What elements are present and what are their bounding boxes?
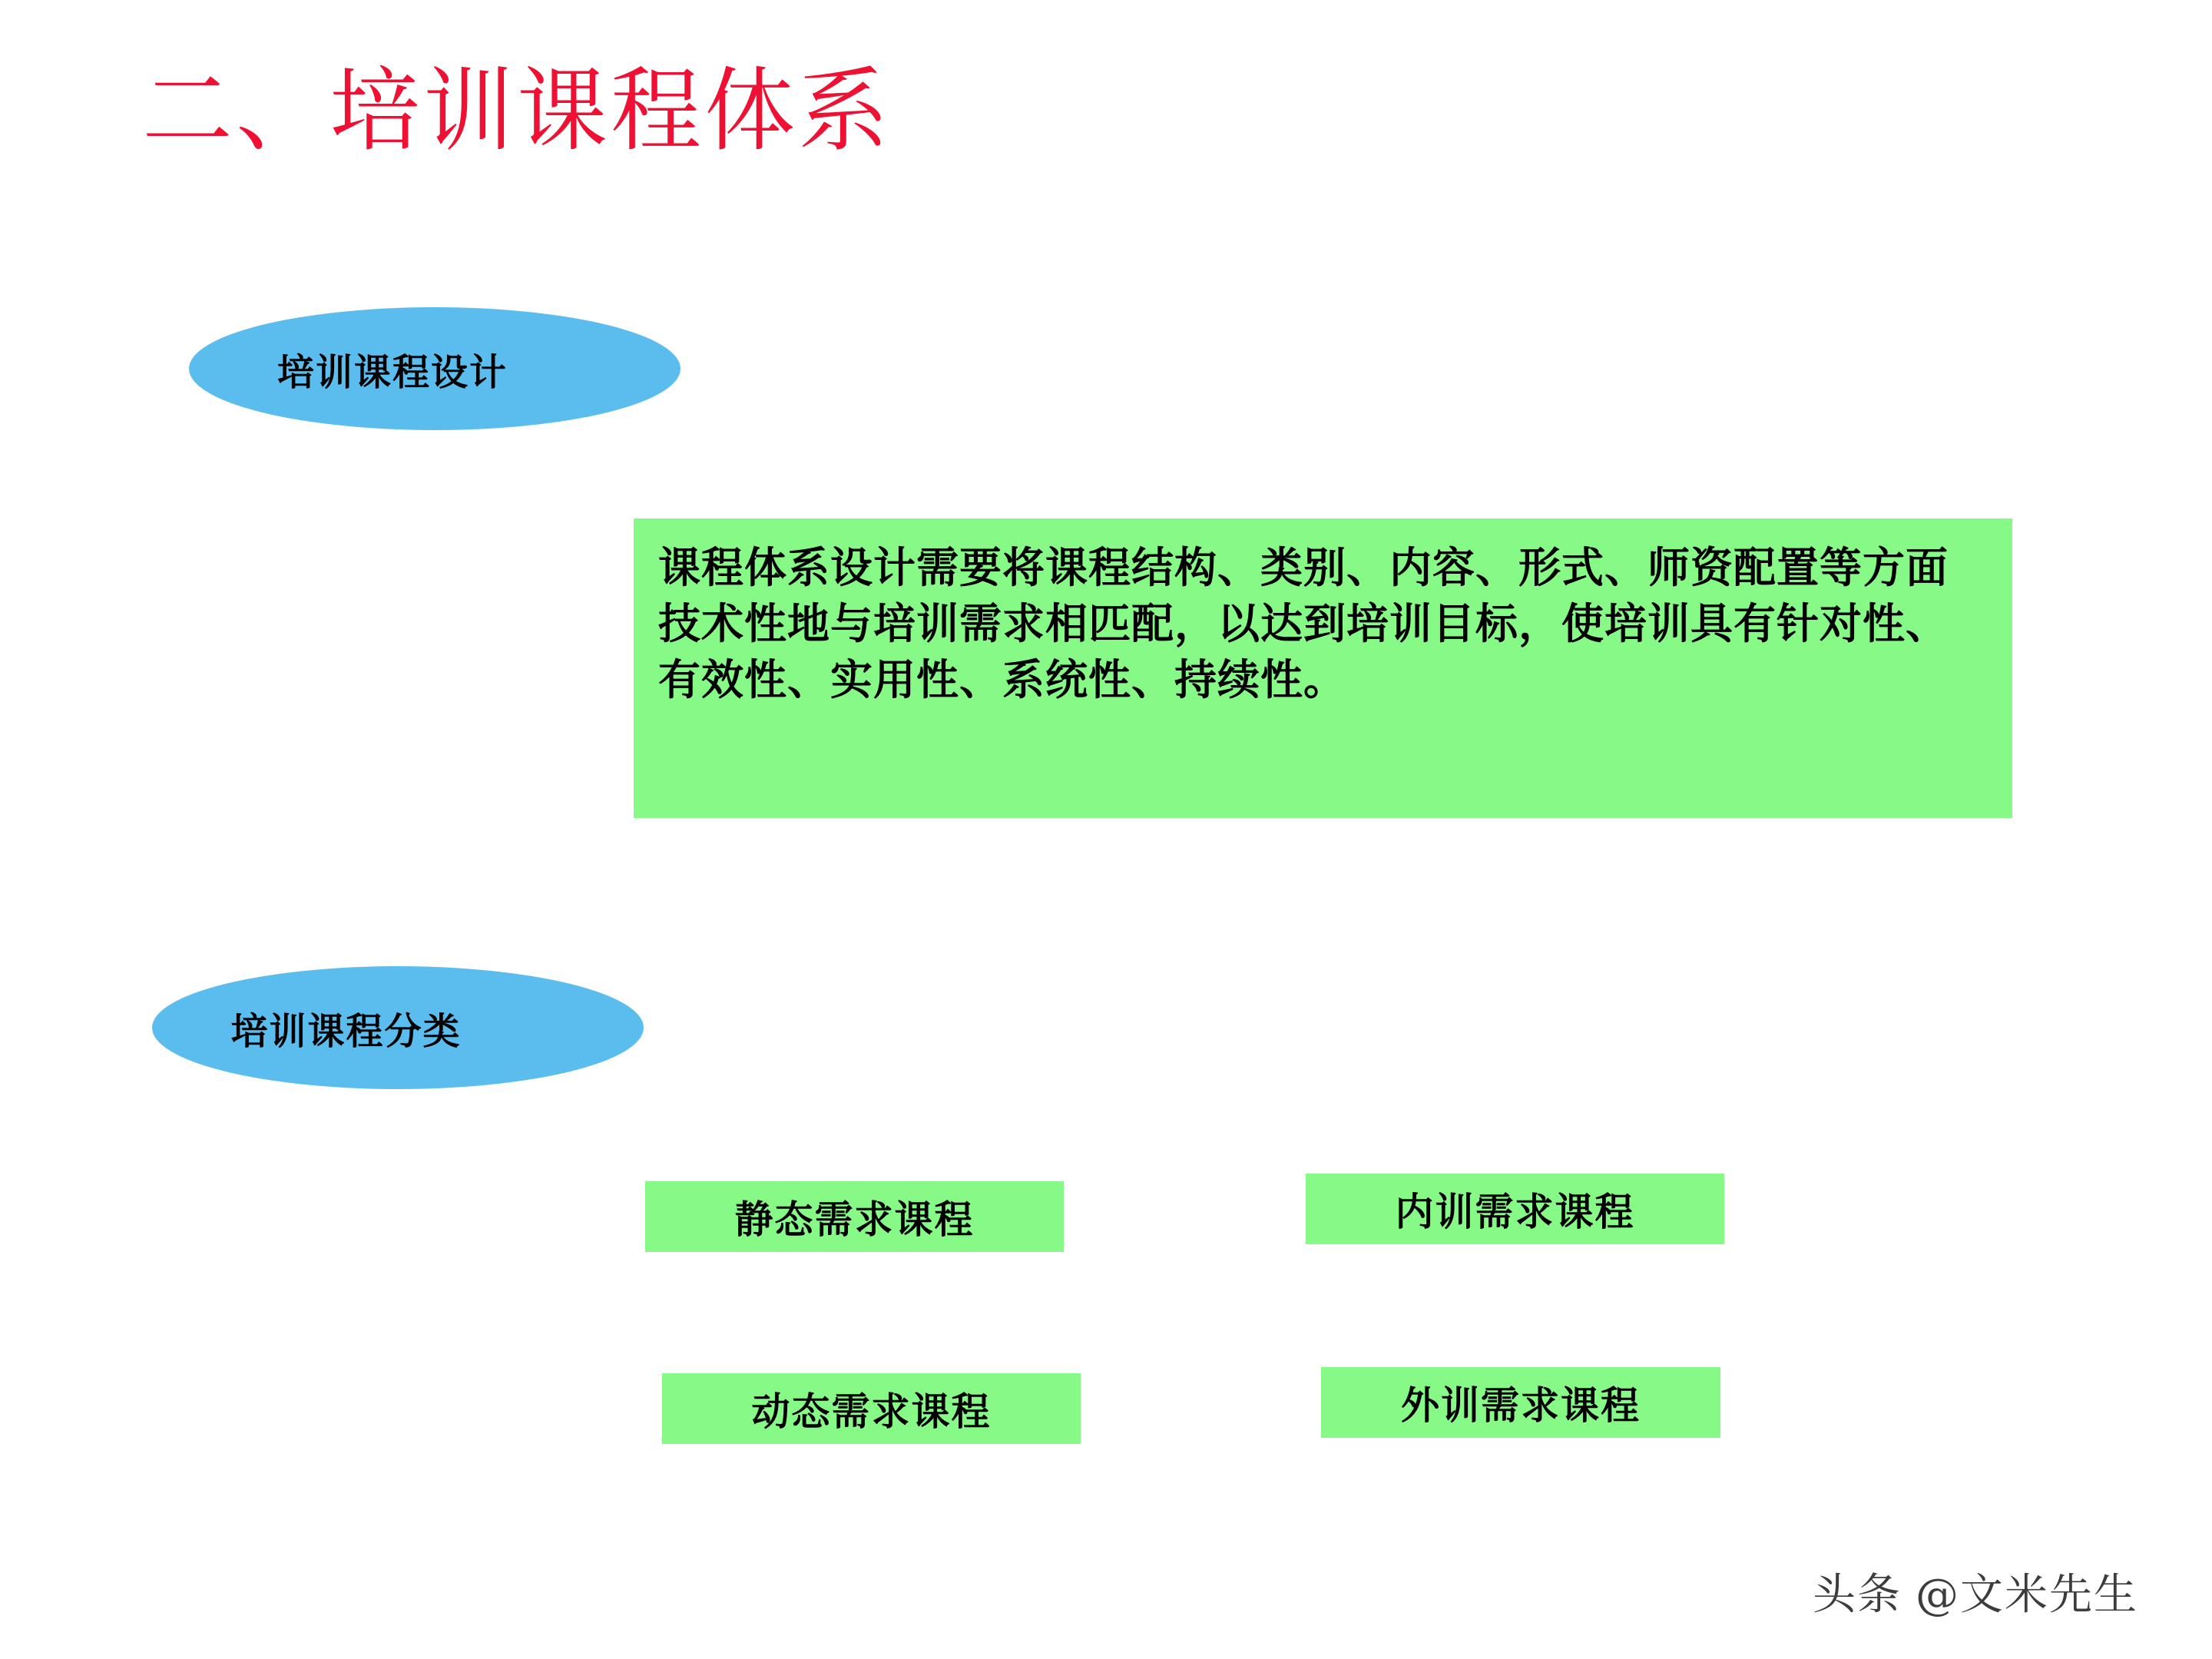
course-system-description-box [634, 518, 2012, 818]
category-tag-internal-training-demand: 内训需求课程 [1306, 1174, 1724, 1244]
category-tag-static-demand: 静态需求课程 [645, 1181, 1064, 1252]
description-text: 课程体系设计需要将课程结构、类别、内容、形式、师资配置等方面技术性地与培训需求相匹配，以达到培训目标，使培训具有针对性、有效性、实用性、系统性、持续性。 [658, 544, 1949, 704]
page-title: 二、培训课程体系 [142, 58, 892, 164]
node-training-course-design [189, 307, 680, 430]
node-label: 培训课程分类 [230, 1011, 462, 1052]
watermark [1813, 1561, 2138, 1622]
category-tag-dynamic-demand: 动态需求课程 [662, 1373, 1081, 1444]
category-tag-external-training-demand: 外训需求课程 [1321, 1367, 1720, 1438]
watermark-handle: @文米先生 [1916, 1570, 2138, 1620]
watermark-brand: 头条 [1813, 1570, 1902, 1620]
node-training-course-classification [152, 966, 644, 1089]
node-label: 培训课程设计 [276, 352, 508, 393]
